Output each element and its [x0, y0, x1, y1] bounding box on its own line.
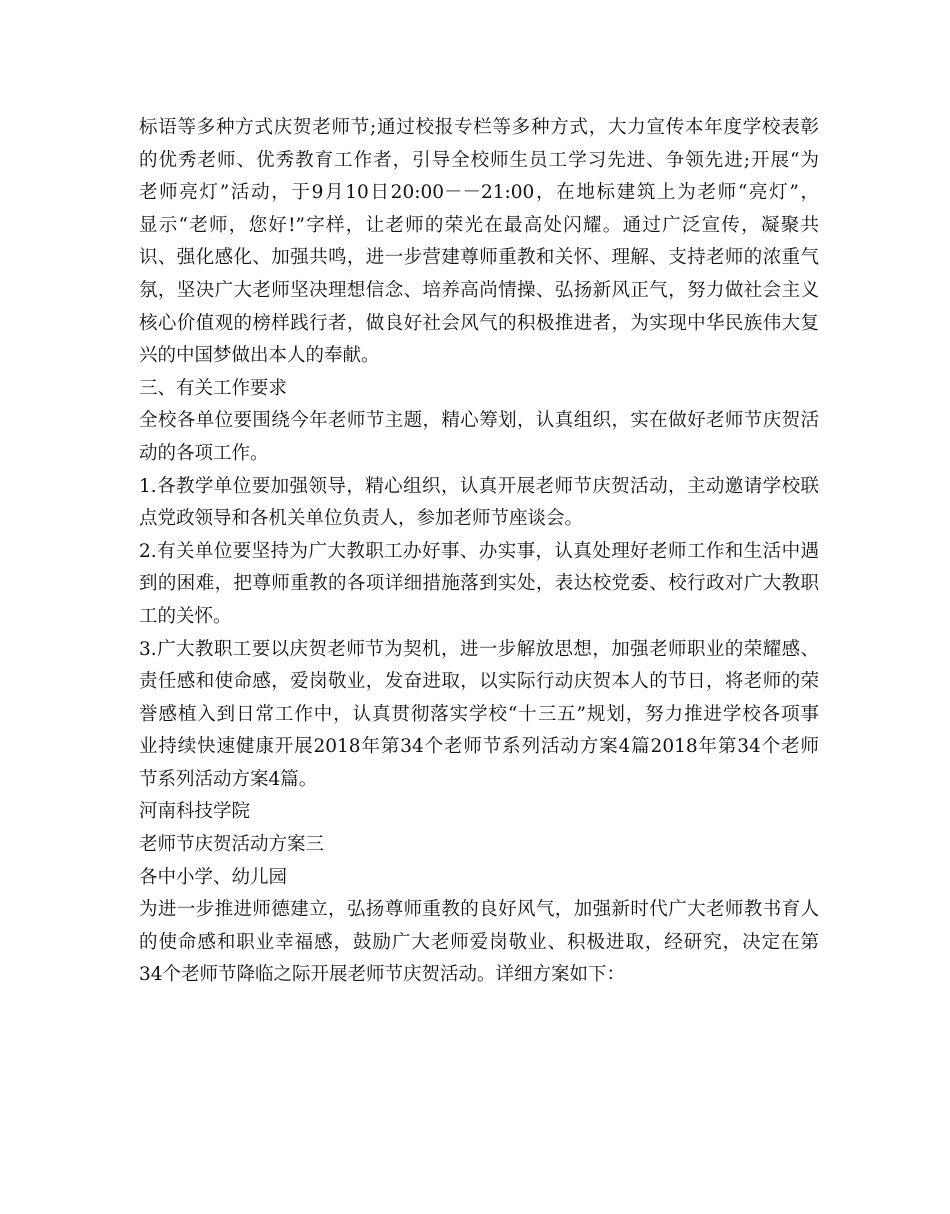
text-line: 的使命感和职业幸福感，鼓励广大老师爱岗敬业、积极进取，经研究，决定在第 — [139, 931, 819, 953]
document-body — [139, 112, 819, 992]
text-line: 各中小学、幼儿园 — [139, 866, 288, 888]
text-line: 识、强化感化、加强共鸣，进一步营建尊师重教和关怀、理解、支持老师的浓重气 — [139, 247, 819, 269]
text-line: 兴的中国梦做出本人的奉献。 — [139, 345, 380, 367]
text-line: 老师节庆贺活动方案三 — [139, 834, 325, 856]
text-line: 动的各项工作。 — [139, 442, 269, 464]
text-line: 的优秀老师、优秀教育工作者，引导全校师生员工学习先进、争领先进;开展“为 — [139, 149, 819, 171]
text-line: 工的关怀。 — [139, 605, 232, 627]
text-line: 1.各教学单位要加强领导，精心组织，认真开展老师节庆贺活动，主动邀请学校联 — [139, 475, 819, 497]
text-line: 氛，坚决广大老师坚决理想信念、培养高尚情操、弘扬新风正气，努力做社会主义 — [139, 279, 819, 301]
text-line: 到的困难，把尊师重教的各项详细措施落到实处，表达校党委、校行政对广大教职 — [139, 573, 819, 595]
text-line: 显示“老师，您好!”字样，让老师的荣光在最高处闪耀。通过广泛宣传，凝聚共 — [139, 214, 819, 236]
text-line: 标语等多种方式庆贺老师节;通过校报专栏等多种方式，大力宣传本年度学校表彰 — [139, 117, 819, 138]
text-line: 为进一步推进师德建立，弘扬尊师重教的良好风气，加强新时代广大老师教书育人 — [139, 899, 819, 921]
text-line: 三、有关工作要求 — [139, 377, 288, 399]
text-line: 2.有关单位要坚持为广大教职工办好事、办实事，认真处理好老师工作和生活中遇 — [139, 540, 819, 562]
text-line: 节系列活动方案4篇。 — [139, 768, 318, 790]
text-line: 誉感植入到日常工作中，认真贯彻落实学校“十三五”规划，努力推进学校各项事 — [139, 703, 819, 725]
text-line: 3.广大教职工要以庆贺老师节为契机，进一步解放思想，加强老师职业的荣耀感、 — [139, 638, 819, 660]
text-line: 全校各单位要围绕今年老师节主题，精心筹划，认真组织，实在做好老师节庆贺活 — [139, 410, 819, 432]
text-line: 责任感和使命感，爱岗敬业，发奋进取，以实际行动庆贺本人的节日，将老师的荣 — [139, 671, 819, 693]
text-line: 老师亮灯”活动，于9月10日20:00－－21:00，在地标建筑上为老师“亮灯”， — [139, 182, 819, 204]
text-line: 34个老师节降临之际开展老师节庆贺活动。详细方案如下： — [139, 964, 626, 986]
text-line: 业持续快速健康开展2018年第34个老师节系列活动方案4篇2018年第34个老师 — [139, 736, 819, 758]
text-line: 点党政领导和各机关单位负责人，参加老师节座谈会。 — [139, 508, 584, 530]
text-line: 河南科技学院 — [139, 801, 251, 823]
text-line: 核心价值观的榜样践行者，做良好社会风气的积极推进者，为实现中华民族伟大复 — [139, 312, 819, 334]
